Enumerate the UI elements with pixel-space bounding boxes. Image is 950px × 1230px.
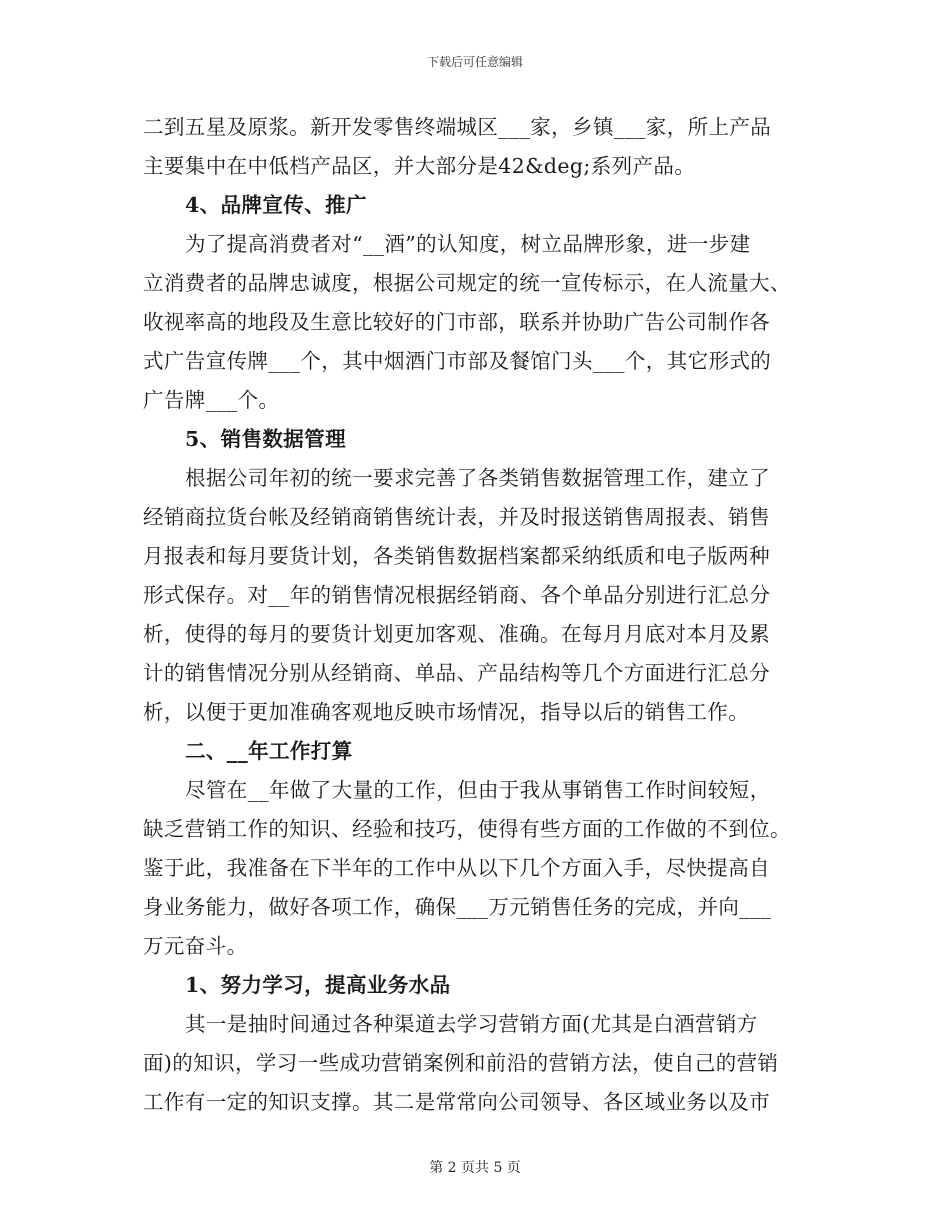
body-text-line: 广告牌___个。	[143, 388, 280, 412]
body-text-line: 鉴于此，我准备在下半年的工作中从以下几个方面入手，尽快提高自	[143, 856, 770, 880]
body-text-line: 月报表和每月要货计划，各类销售数据档案都采纳纸质和电子版两种	[143, 544, 770, 568]
body-text-line: 立消费者的品牌忠诚度，根据公司规定的统一宣传标示，在人流量大、	[143, 271, 791, 295]
body-text-line: 二到五星及原浆。新开发零售终端城区___家，乡镇___家，所上产品	[143, 115, 772, 139]
body-text-line: 主要集中在中低档产品区，并大部分是42&deg;系列产品。	[143, 154, 696, 178]
body-text-line: 式广告宣传牌___个，其中烟酒门市部及餐馆门头___个，其它形式的	[143, 349, 772, 373]
section-heading: 5、销售数据管理	[185, 427, 346, 451]
body-text-line: 尽管在__年做了大量的工作，但由于我从事销售工作时间较短，	[185, 778, 771, 802]
page-header: 下载后可任意编辑	[426, 55, 523, 69]
section-heading: 1、努力学习，提高业务水品	[185, 973, 451, 997]
body-text-line: 经销商拉货台帐及经销商销售统计表，并及时报送销售周报表、销售	[143, 505, 770, 529]
body-text-line: 收视率高的地段及生意比较好的门市部，联系并协助广告公司制作各	[143, 310, 770, 334]
body-text-line: 析，使得的每月的要货计划更加客观、准确。在每月月底对本月及累	[143, 622, 770, 646]
page-footer: 第 2 页共 5 页	[429, 1160, 521, 1176]
document-body	[143, 108, 805, 1122]
body-text-line: 为了提高消费者对“__酒”的认知度，树立品牌形象，进一步建	[185, 232, 751, 256]
body-text-line: 面)的知识，学习一些成功营销案例和前沿的营销方法，使自己的营销	[143, 1051, 779, 1075]
body-text-line: 缺乏营销工作的知识、经验和技巧，使得有些方面的工作做的不到位。	[143, 817, 791, 841]
body-text-line: 根据公司年初的统一要求完善了各类销售数据管理工作，建立了	[185, 466, 771, 490]
body-text-line: 身业务能力，做好各项工作，确保___万元销售任务的完成，并向___	[143, 895, 772, 919]
body-text-line: 万元奋斗。	[143, 934, 248, 958]
body-text-line: 计的销售情况分别从经销商、单品、产品结构等几个方面进行汇总分	[143, 661, 770, 685]
body-text-line: 析，以便于更加准确客观地反映市场情况，指导以后的销售工作。	[143, 700, 750, 724]
body-text-line: 形式保存。对__年的销售情况根据经销商、各个单品分别进行汇总分	[143, 583, 771, 607]
body-text-line: 其一是抽时间通过各种渠道去学习营销方面(尤其是白酒营销方	[185, 1012, 758, 1036]
section-heading: 4、品牌宣传、推广	[185, 193, 367, 217]
body-text-line: 工作有一定的知识支撑。其二是常常向公司领导、各区域业务以及市	[143, 1090, 770, 1114]
section-heading: 二、__年工作打算	[185, 739, 353, 763]
